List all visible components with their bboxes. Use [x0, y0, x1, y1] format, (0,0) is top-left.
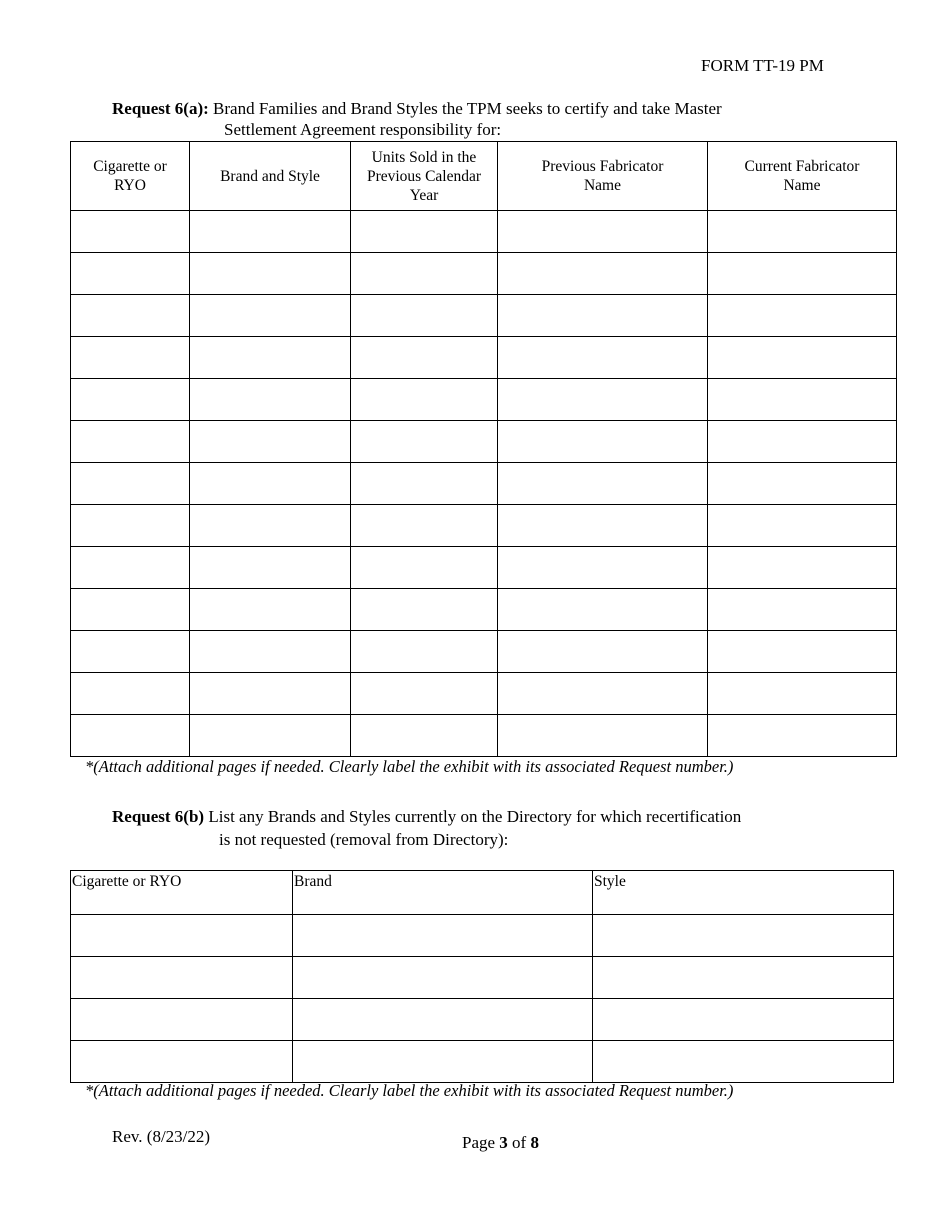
table-cell[interactable] [71, 999, 293, 1041]
table-cell[interactable] [708, 463, 897, 505]
table-cell[interactable] [293, 1041, 593, 1083]
table-cell[interactable] [190, 253, 351, 295]
table-cell[interactable] [498, 337, 708, 379]
table-cell[interactable] [190, 715, 351, 757]
request-6a-text-line1: Brand Families and Brand Styles the TPM seeks to certify and take Master [208, 99, 722, 118]
table-cell[interactable] [351, 673, 498, 715]
table-row [71, 715, 897, 757]
table-cell[interactable] [293, 915, 593, 957]
table-row [71, 253, 897, 295]
col-cigarette-or-ryo: Cigarette or RYO [71, 142, 190, 211]
table-cell[interactable] [708, 379, 897, 421]
table-cell[interactable] [351, 295, 498, 337]
table-cell[interactable] [71, 211, 190, 253]
col-current-fabricator: Current Fabricator Name [708, 142, 897, 211]
col-brand-and-style: Brand and Style [190, 142, 351, 211]
table-cell[interactable] [71, 547, 190, 589]
table-cell[interactable] [351, 253, 498, 295]
table-cell[interactable] [71, 295, 190, 337]
table-cell[interactable] [351, 211, 498, 253]
table-cell[interactable] [498, 211, 708, 253]
table-row [71, 337, 897, 379]
table-cell[interactable] [708, 295, 897, 337]
col-units-sold: Units Sold in the Previous Calendar Year [351, 142, 498, 211]
table-cell[interactable] [498, 253, 708, 295]
table-cell[interactable] [708, 547, 897, 589]
table-row [71, 631, 897, 673]
request-6b-heading [112, 806, 741, 828]
table-cell[interactable] [190, 211, 351, 253]
table-cell[interactable] [351, 589, 498, 631]
table-row [71, 673, 897, 715]
table-cell[interactable] [190, 421, 351, 463]
table-row [71, 1041, 894, 1083]
request-6a-heading [112, 98, 722, 120]
table-row [71, 547, 897, 589]
table-row [71, 505, 897, 547]
table-cell[interactable] [708, 211, 897, 253]
table-cell[interactable] [71, 915, 293, 957]
table-cell[interactable] [708, 673, 897, 715]
table-row [71, 211, 897, 253]
table-cell[interactable] [71, 463, 190, 505]
page-number [462, 1133, 539, 1153]
table-cell[interactable] [190, 337, 351, 379]
table-cell[interactable] [293, 957, 593, 999]
table-cell[interactable] [708, 421, 897, 463]
table-row [71, 589, 897, 631]
table-cell[interactable] [71, 957, 293, 999]
table-row [71, 295, 897, 337]
page-total: 8 [530, 1133, 539, 1152]
attach-pages-note-b: *(Attach additional pages if needed. Clearly label the exhibit with its associated Request number.) [85, 1081, 734, 1100]
table-cell[interactable] [498, 547, 708, 589]
table-cell[interactable] [498, 463, 708, 505]
table-cell[interactable] [498, 715, 708, 757]
table-cell[interactable] [190, 631, 351, 673]
table-cell[interactable] [498, 673, 708, 715]
table-cell[interactable] [498, 421, 708, 463]
page-word: Page [462, 1133, 500, 1152]
table-cell[interactable] [71, 1041, 293, 1083]
table-cell[interactable] [708, 589, 897, 631]
table-cell[interactable] [190, 505, 351, 547]
table-cell[interactable] [351, 631, 498, 673]
table-cell[interactable] [190, 673, 351, 715]
request-6b-text-line1: List any Brands and Styles currently on the Directory for which recertification [204, 807, 742, 826]
table-cell[interactable] [351, 421, 498, 463]
table-cell[interactable] [708, 631, 897, 673]
table-cell[interactable] [71, 631, 190, 673]
col-previous-fabricator: Previous Fabricator Name [498, 142, 708, 211]
table-cell[interactable] [351, 547, 498, 589]
table-cell[interactable] [71, 337, 190, 379]
table-cell[interactable] [71, 253, 190, 295]
table-cell[interactable] [708, 253, 897, 295]
request-6b-label: Request 6(b) [112, 807, 205, 826]
table-cell[interactable] [190, 589, 351, 631]
table-cell[interactable] [351, 463, 498, 505]
request-6a-text-line2: Settlement Agreement responsibility for: [224, 120, 502, 139]
table-cell[interactable] [498, 589, 708, 631]
col-brand: Brand [293, 871, 593, 915]
table-cell[interactable] [351, 715, 498, 757]
table-row [71, 957, 894, 999]
table-cell[interactable] [593, 915, 894, 957]
table-cell[interactable] [708, 715, 897, 757]
form-id: FORM TT-19 PM [701, 56, 824, 75]
col-style: Style [593, 871, 894, 915]
table-cell[interactable] [593, 1041, 894, 1083]
table-cell[interactable] [71, 421, 190, 463]
table-cell[interactable] [71, 589, 190, 631]
table-row [71, 999, 894, 1041]
col-cigarette-or-ryo: Cigarette or RYO [71, 871, 293, 915]
table-cell[interactable] [593, 957, 894, 999]
table-cell[interactable] [190, 547, 351, 589]
table-cell[interactable] [498, 379, 708, 421]
request-6a-label: Request 6(a): [112, 99, 209, 118]
table-row [71, 379, 897, 421]
page-of: of [507, 1133, 531, 1152]
table-cell[interactable] [190, 463, 351, 505]
table-cell[interactable] [190, 295, 351, 337]
removal-table [70, 870, 894, 1083]
table-cell[interactable] [498, 505, 708, 547]
table-row [71, 463, 897, 505]
table-cell[interactable] [190, 379, 351, 421]
revision-date: Rev. (8/23/22) [112, 1127, 211, 1146]
table-cell[interactable] [71, 715, 190, 757]
table-cell[interactable] [71, 505, 190, 547]
table-header-row [71, 871, 894, 915]
table-header-row [71, 142, 897, 211]
table-row [71, 421, 897, 463]
attach-pages-note-a: *(Attach additional pages if needed. Clearly label the exhibit with its associated Request number.) [85, 757, 734, 776]
table-cell[interactable] [351, 379, 498, 421]
table-cell[interactable] [351, 505, 498, 547]
table-cell[interactable] [708, 505, 897, 547]
table-row [71, 915, 894, 957]
request-6b-text-line2: is not requested (removal from Directory): [219, 830, 509, 849]
table-cell[interactable] [71, 379, 190, 421]
page-current: 3 [499, 1133, 508, 1152]
table-cell[interactable] [351, 337, 498, 379]
brand-certification-table [70, 141, 897, 757]
table-cell[interactable] [593, 999, 894, 1041]
table-cell[interactable] [498, 631, 708, 673]
table-cell[interactable] [71, 673, 190, 715]
table-cell[interactable] [708, 337, 897, 379]
table-cell[interactable] [498, 295, 708, 337]
table-cell[interactable] [293, 999, 593, 1041]
